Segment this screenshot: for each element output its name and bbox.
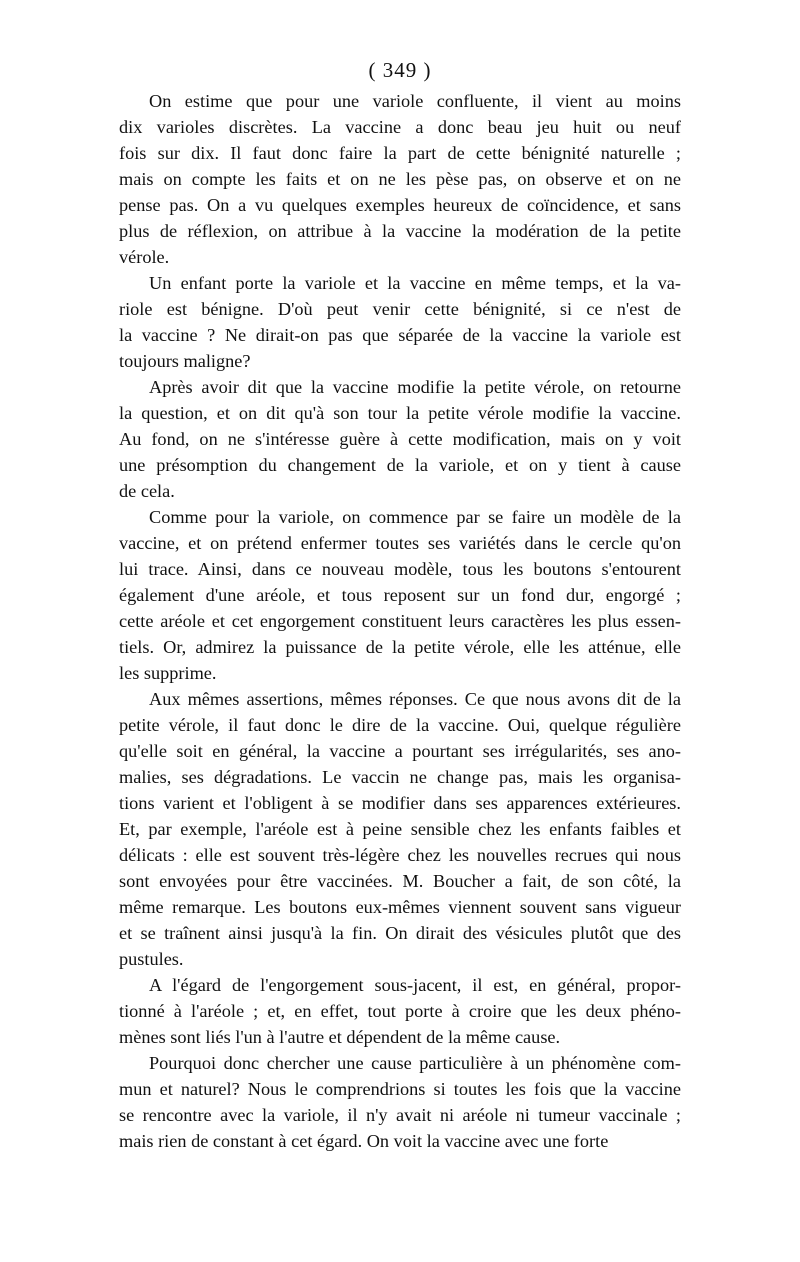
text-line: Un enfant porte la variole et la vaccine en même temps, et la va- xyxy=(149,273,681,293)
text-line: malies, ses dégradations. Le vaccin ne change pas, mais les organisa- xyxy=(119,767,681,787)
text-line: tiels. Or, admirez la puissance de la petite vérole, elle les atténue, elle xyxy=(119,637,681,657)
text-line: Aux mêmes assertions, mêmes réponses. Ce que nous avons dit de la xyxy=(149,689,681,709)
body-text xyxy=(119,88,681,1154)
text-line: dix varioles discrètes. La vaccine a donc beau jeu huit ou neuf xyxy=(119,117,681,137)
text-line: une présomption du changement de la variole, et on y tient à cause xyxy=(119,455,681,475)
text-line: toujours maligne? xyxy=(119,351,251,371)
paragraph xyxy=(119,1050,681,1154)
text-line: Comme pour la variole, on commence par se faire un modèle de la xyxy=(149,507,681,527)
paragraph xyxy=(119,972,681,1050)
paragraph xyxy=(119,504,681,686)
paragraph xyxy=(119,374,681,504)
text-line: mais rien de constant à cet égard. On voit la vaccine avec une forte xyxy=(119,1131,609,1151)
text-line: et se traînent ainsi jusqu'à la fin. On dirait des vésicules plutôt que des xyxy=(119,923,681,943)
text-line: sont envoyées pour être vaccinées. M. Boucher a fait, de son côté, la xyxy=(119,871,681,891)
text-line: On estime que pour une variole confluente, il vient au moins xyxy=(149,91,681,111)
paragraph xyxy=(119,270,681,374)
text-line: tionné à l'aréole ; et, en effet, tout porte à croire que les deux phéno- xyxy=(119,1001,681,1021)
text-line: se rencontre avec la variole, il n'y avait ni aréole ni tumeur vaccinale ; xyxy=(119,1105,681,1125)
text-line: Pourquoi donc chercher une cause particulière à un phénomène com- xyxy=(149,1053,681,1073)
paragraph xyxy=(119,88,681,270)
text-line: qu'elle soit en général, la vaccine a pourtant ses irrégularités, ses ano- xyxy=(119,741,681,761)
text-line: lui trace. Ainsi, dans ce nouveau modèle, tous les boutons s'entourent xyxy=(119,559,681,579)
text-line: vérole. xyxy=(119,247,170,267)
text-line: également d'une aréole, et tous reposent sur un fond dur, engorgé ; xyxy=(119,585,681,605)
text-line: vaccine, et on prétend enfermer toutes ses variétés dans le cercle qu'on xyxy=(119,533,681,553)
text-line: riole est bénigne. D'où peut venir cette bénignité, si ce n'est de xyxy=(119,299,681,319)
text-line: plus de réflexion, on attribue à la vaccine la modération de la petite xyxy=(119,221,681,241)
text-line: petite vérole, il faut donc le dire de la vaccine. Oui, quelque régulière xyxy=(119,715,681,735)
text-line: fois sur dix. Il faut donc faire la part de cette bénignité naturelle ; xyxy=(119,143,681,163)
text-line: Au fond, on ne s'intéresse guère à cette modification, mais on y voit xyxy=(119,429,681,449)
text-line: mais on compte les faits et on ne les pèse pas, on observe et on ne xyxy=(119,169,681,189)
text-line: délicats : elle est souvent très-légère chez les nouvelles recrues qui nous xyxy=(119,845,681,865)
text-line: de cela. xyxy=(119,481,175,501)
text-line: pense pas. On a vu quelques exemples heureux de coïncidence, et sans xyxy=(119,195,681,215)
text-line: même remarque. Les boutons eux-mêmes viennent souvent sans vigueur xyxy=(119,897,681,917)
text-line: les supprime. xyxy=(119,663,217,683)
text-line: tions varient et l'obligent à se modifier dans ses apparences extérieures. xyxy=(119,793,681,813)
page-number: ( 349 ) xyxy=(368,58,432,82)
text-line: cette aréole et cet engorgement constituent leurs caractères les plus essen- xyxy=(119,611,681,631)
text-line: la question, et on dit qu'à son tour la petite vérole modifie la vaccine. xyxy=(119,403,681,423)
text-line: A l'égard de l'engorgement sous-jacent, il est, en général, propor- xyxy=(149,975,681,995)
text-line: mun et naturel? Nous le comprendrions si toutes les fois que la vaccine xyxy=(119,1079,681,1099)
text-line: Et, par exemple, l'aréole est à peine sensible chez les enfants faibles et xyxy=(119,819,681,839)
text-line: mènes sont liés l'un à l'autre et dépendent de la même cause. xyxy=(119,1027,561,1047)
text-line: la vaccine ? Ne dirait-on pas que séparée de la vaccine la variole est xyxy=(119,325,681,345)
paragraph xyxy=(119,686,681,972)
text-line: Après avoir dit que la vaccine modifie la petite vérole, on retourne xyxy=(149,377,681,397)
text-line: pustules. xyxy=(119,949,184,969)
